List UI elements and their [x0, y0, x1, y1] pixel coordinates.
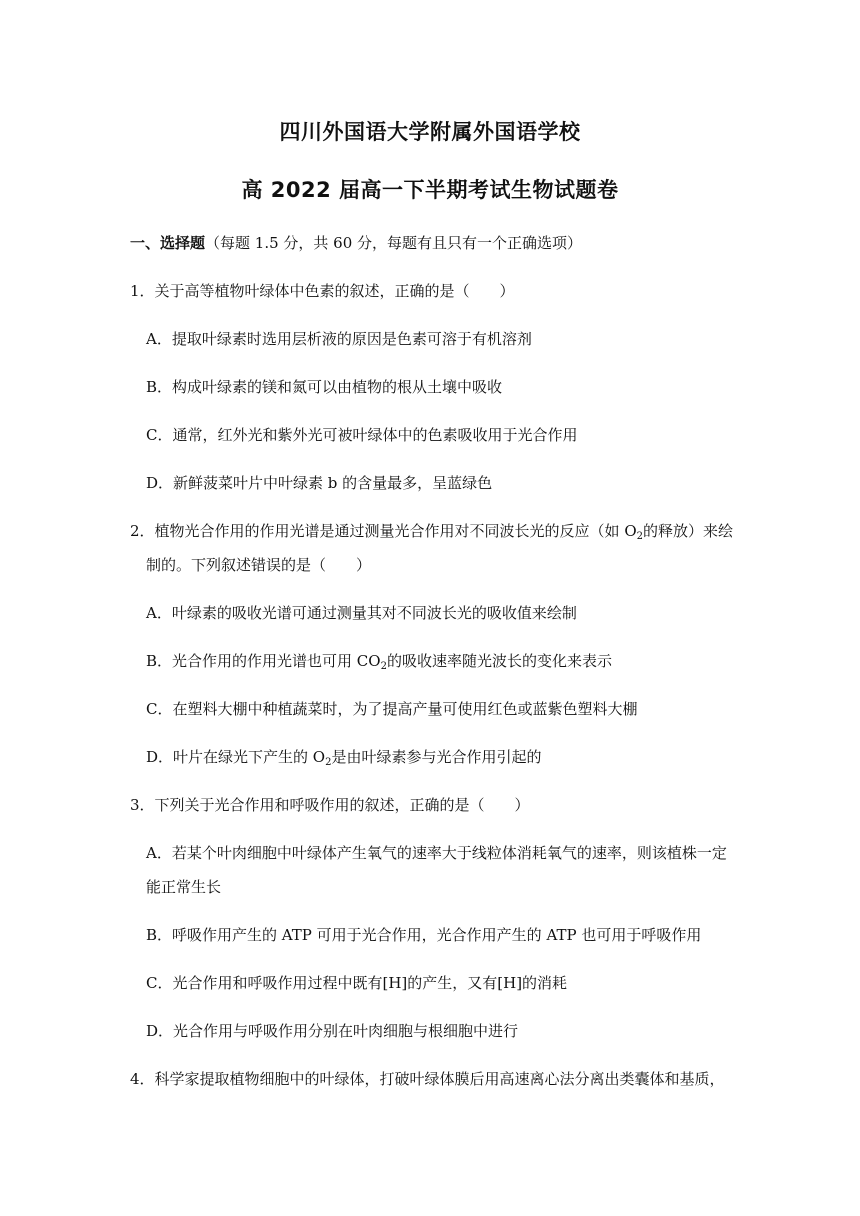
section-heading [130, 232, 582, 253]
question-2-stem [130, 520, 733, 541]
section-label: 一、选择题 [130, 234, 206, 252]
question-2-option-d [146, 746, 541, 767]
question-2-option-c: C．在塑料大棚中种植蔬菜时，为了提高产量可使用红色或蓝紫色塑料大棚 [146, 700, 638, 718]
question-3-option-a: A．若某个叶肉细胞中叶绿体产生氧气的速率大于线粒体消耗氧气的速率，则该植株一定 [146, 844, 727, 862]
question-1-option-c: C．通常，红外光和紫外光可被叶绿体中的色素吸收用于光合作用 [146, 426, 578, 444]
question-2-option-a: A．叶绿素的吸收光谱可通过测量其对不同波长光的吸收值来绘制 [146, 604, 577, 622]
question-2-option-b [146, 650, 612, 671]
question-2-option-d-part1: D．叶片在绿光下产生的 O [146, 748, 326, 766]
question-4-stem: 4．科学家提取植物细胞中的叶绿体，打破叶绿体膜后用高速离心法分离出类囊体和基质， [130, 1070, 725, 1088]
question-2-option-b-subscript: 2 [380, 661, 387, 672]
question-1-option-b: B．构成叶绿素的镁和氮可以由植物的根从土壤中吸收 [146, 378, 503, 396]
question-2-option-b-part1: B．光合作用的作用光谱也可用 CO [146, 652, 381, 670]
question-1-option-d: D．新鲜菠菜叶片中叶绿素 b 的含量最多，呈蓝绿色 [146, 474, 493, 492]
question-1-option-a: A．提取叶绿素时选用层析液的原因是色素可溶于有机溶剂 [146, 330, 532, 348]
question-2-option-d-part2: 是由叶绿素参与光合作用引起的 [331, 748, 542, 766]
question-1-stem: 1．关于高等植物叶绿体中色素的叙述，正确的是（ ） [130, 282, 515, 300]
question-3-option-c: C．光合作用和呼吸作用过程中既有[H]的产生，又有[H]的消耗 [146, 974, 568, 992]
question-2-option-d-subscript: 2 [325, 757, 332, 768]
question-3-stem: 3．下列关于光合作用和呼吸作用的叙述，正确的是（ ） [130, 796, 530, 814]
school-name: 四川外国语大学附属外国语学校 [279, 120, 581, 144]
question-2-stem-part2: 的释放）来绘 [643, 522, 734, 540]
question-3-option-b: B．呼吸作用产生的 ATP 可用于光合作用，光合作用产生的 ATP 也可用于呼吸作用 [146, 926, 702, 944]
question-2-stem-subscript: 2 [636, 531, 643, 542]
question-2-stem-part1: 2．植物光合作用的作用光谱是通过测量光合作用对不同波长光的反应（如 O [130, 522, 637, 540]
question-3-option-a-continuation: 能正常生长 [146, 878, 222, 896]
question-2-stem-continuation: 制的。下列叙述错误的是（ ） [146, 556, 372, 574]
section-note: （每题 1.5 分，共 60 分，每题有且只有一个正确选项） [205, 234, 583, 252]
question-3-option-d: D．光合作用与呼吸作用分别在叶肉细胞与根细胞中进行 [146, 1022, 519, 1040]
exam-title: 高 2022 届高一下半期考试生物试题卷 [241, 178, 619, 202]
question-2-option-b-part2: 的吸收速率随光波长的变化来表示 [386, 652, 612, 670]
